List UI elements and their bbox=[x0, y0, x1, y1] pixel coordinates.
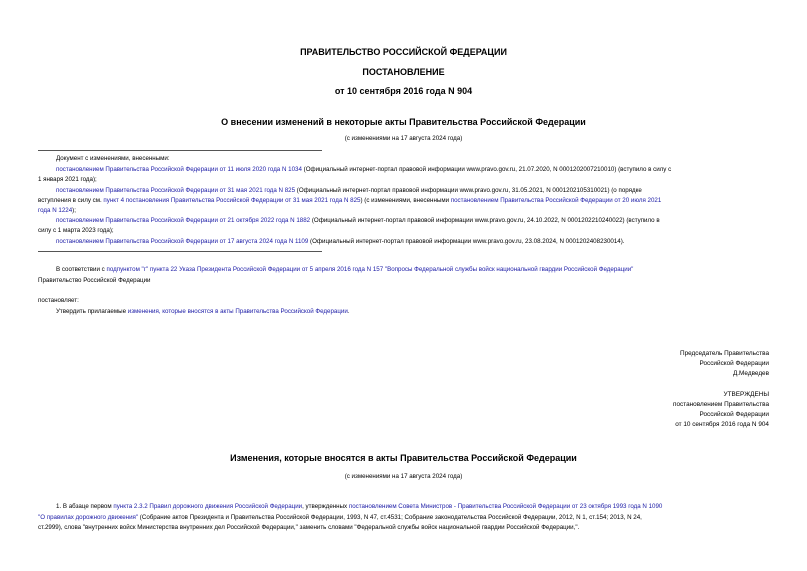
approved-block bbox=[673, 390, 769, 430]
change-item-2: постановлением Правительства Российской Федерации от 31 мая 2021 года N 825 (Официальный интернет-портал правовой информации www.pravo.gov.ru, 31.05.2021, N 0001202105310021) (о порядке bbox=[56, 187, 642, 194]
changes-top-divider bbox=[38, 150, 322, 151]
approved-line-1: УТВЕРЖДЕНЫ bbox=[723, 391, 769, 398]
change-link-2[interactable]: постановлением Правительства Российской Федерации от 31 мая 2021 года N 825 bbox=[56, 187, 296, 194]
council-decree-link[interactable]: постановлением Совета Министров - Правительства Российской Федерации от 23 октября 1993 года N 1090 bbox=[348, 503, 663, 510]
decrees-word: постановляет: bbox=[38, 297, 79, 304]
change-link-2d[interactable]: года N 1224 bbox=[38, 207, 73, 214]
signature-line-2: Российской Федерации bbox=[699, 360, 769, 367]
change-link-3[interactable]: постановлением Правительства Российской Федерации от 21 октября 2022 года N 1882 bbox=[56, 217, 311, 224]
change-item-1: постановлением Правительства Российской Федерации от 11 июля 2020 года N 1034 (Официальный интернет-портал правовой информации www.pravo.gov.ru, 21.07.2020, N 0001202007210010) (вступило в силу с bbox=[56, 166, 672, 173]
approve-paragraph: Утвердить прилагаемые изменения, которые вносятся в акты Правительства Российской Федерации. bbox=[56, 308, 350, 315]
change-link-1[interactable]: постановлением Правительства Российской Федерации от 11 июля 2020 года N 1034 bbox=[56, 166, 302, 173]
approved-line-2: постановлением Правительства bbox=[673, 401, 769, 408]
org-heading: ПРАВИТЕЛЬСТВО РОССИЙСКОЙ ФЕДЕРАЦИИ bbox=[300, 47, 507, 57]
change-item-3: постановлением Правительства Российской Федерации от 21 октября 2022 года N 1882 (Официальный интернет-портал правовой информации www.pravo.gov.ru, 24.10.2022, N 0001202210240022) (вступило в bbox=[56, 217, 660, 224]
revision-note: (с изменениями на 17 августа 2024 года) bbox=[344, 135, 463, 142]
change-link-2c[interactable]: постановлением Правительства Российской Федерации от 20 июля 2021 bbox=[450, 197, 662, 204]
changes-intro: Документ с изменениями, внесенными: bbox=[56, 155, 170, 162]
traffic-rules-link[interactable]: пункта 2.3.2 Правил дорожного движения Российской Федерации bbox=[113, 503, 303, 510]
decree-link[interactable]: подпунктом "г" пункта 22 Указа Президента Российской Федерации от 5 апреля 2016 года N 157 "Вопросы Федеральной службы войск национальной гвардии Российской Федерации" bbox=[106, 266, 634, 273]
change-item-3-cont: силу с 1 марта 2023 года); bbox=[38, 227, 114, 234]
date-number-heading: от 10 сентября 2016 года N 904 bbox=[334, 86, 473, 96]
change-item-1-cont: 1 января 2021 года); bbox=[38, 176, 97, 183]
body-paragraph-1: В соответствии с подпунктом "г" пункта 22 Указа Президента Российской Федерации от 5 апреля 2016 года N 157 "Вопросы Федеральной службы войск национальной гвардии Российской Федерации" bbox=[56, 266, 634, 273]
change-item-2-cont: вступления в силу см. пункт 4 постановления Правительства Российской Федерации от 31 мая 2021 года N 825) (с изменениями, внесенными постановлением Правительства Российской Федерации от 20 июля 2021 bbox=[38, 197, 662, 204]
annex-paragraph-1: 1. В абзаце первом пункта 2.3.2 Правил дорожного движения Российской Федерации, утвержденных постановлением Совета Министров - Правительства Российской Федерации от 23 октября 1993 года N 1090 bbox=[56, 503, 663, 510]
change-link-4[interactable]: постановлением Правительства Российской Федерации от 17 августа 2024 года N 1109 bbox=[56, 238, 309, 245]
change-item-4: постановлением Правительства Российской Федерации от 17 августа 2024 года N 1109 (Официальный интернет-портал правовой информации www.pravo.gov.ru, 23.08.2024, N 0001202408230014). bbox=[56, 238, 625, 245]
signature-block bbox=[680, 349, 769, 379]
annex-title: Изменения, которые вносятся в акты Правительства Российской Федерации bbox=[230, 453, 577, 463]
approved-line-4: от 10 сентября 2016 года N 904 bbox=[675, 421, 769, 428]
annex-paragraph-1-line-3: ст.2999), слова "внутренних войск Министерства внутренних дел Российской Федерации," заменить словами "Федеральной службы войск национальной гвардии Российской Федерации,". bbox=[38, 524, 580, 531]
signature-line-3: Д.Медведев bbox=[732, 370, 769, 377]
traffic-rules-title-link[interactable]: "О правилах дорожного движения" bbox=[38, 514, 139, 521]
document-title: О внесении изменений в некоторые акты Правительства Российской Федерации bbox=[221, 117, 586, 127]
changes-bottom-divider bbox=[38, 251, 322, 252]
change-link-2b[interactable]: пункт 4 постановления Правительства Российской Федерации от 31 мая 2021 года N 825 bbox=[103, 197, 361, 204]
body-paragraph-1-cont: Правительство Российской Федерации bbox=[38, 277, 151, 284]
doc-type-heading: ПОСТАНОВЛЕНИЕ bbox=[362, 67, 445, 77]
approved-line-3: Российской Федерации bbox=[699, 411, 769, 418]
change-item-2-cont2: года N 1224); bbox=[38, 207, 76, 214]
annex-revision-note: (с изменениями на 17 августа 2024 года) bbox=[344, 473, 463, 480]
approve-link[interactable]: изменения, которые вносятся в акты Правительства Российской Федерации bbox=[127, 308, 348, 315]
annex-paragraph-1-line-2: "О правилах дорожного движения" (Собрание актов Президента и Правительства Российской Федерации, 1993, N 47, ст.4531; Собрание законодательства Российской Федерации, 2012, N 1, ст.154; 2013, N 24, bbox=[38, 514, 642, 521]
signature-line-1: Председатель Правительства bbox=[680, 350, 769, 357]
